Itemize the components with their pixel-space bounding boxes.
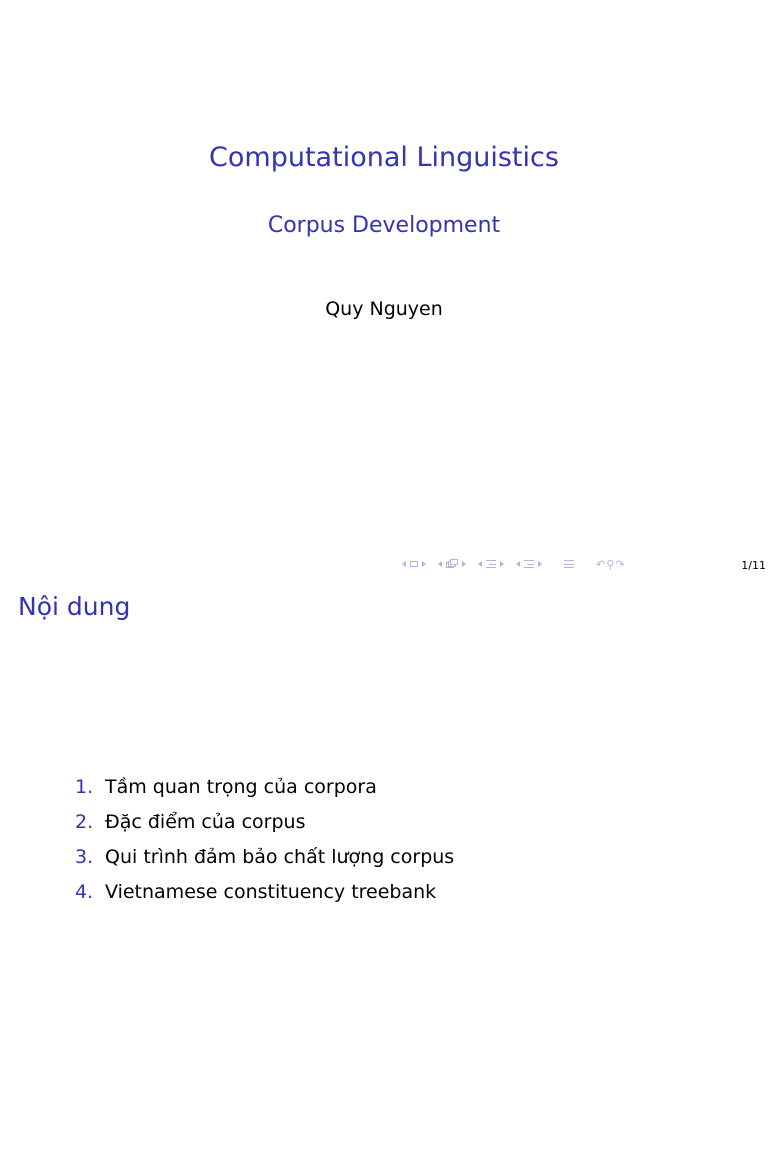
- page-number: 1/11: [741, 559, 766, 572]
- document-lines-icon: [564, 560, 574, 568]
- subsubsection-lines-icon: [524, 560, 534, 568]
- search-back-forward-icon[interactable]: [596, 558, 626, 571]
- contents-slide: [0, 576, 768, 1152]
- author-name: Quy Nguyen: [325, 298, 443, 320]
- nav-prev-icon[interactable]: [402, 561, 406, 567]
- nav-next-icon[interactable]: [500, 561, 504, 567]
- subsection-boxes-icon: [446, 559, 458, 569]
- frame-box-icon: [410, 561, 418, 567]
- contents-list: [75, 776, 454, 916]
- nav-prev-icon[interactable]: [438, 561, 442, 567]
- nav-next-icon[interactable]: [422, 561, 426, 567]
- item-text: Đặc điểm của corpus: [105, 811, 306, 833]
- nav-next-icon[interactable]: [538, 561, 542, 567]
- item-number: 1.: [75, 776, 94, 798]
- list-item: [75, 846, 454, 881]
- list-item: [75, 811, 454, 846]
- nav-prev-icon[interactable]: [478, 561, 482, 567]
- item-number: 2.: [75, 811, 94, 833]
- item-text: Qui trình đảm bảo chất lượng corpus: [105, 846, 455, 868]
- nav-prev-icon[interactable]: [516, 561, 520, 567]
- nav-next-icon[interactable]: [462, 561, 466, 567]
- presentation-title: Computational Linguistics: [209, 142, 559, 173]
- item-number: 4.: [75, 881, 94, 903]
- section-nav-icon[interactable]: [478, 560, 504, 568]
- beamer-navigation-bar: [402, 556, 638, 572]
- document-nav-icon[interactable]: [564, 560, 574, 568]
- frame-nav-icon[interactable]: [402, 561, 426, 567]
- section-lines-icon: [486, 560, 496, 568]
- undo-search-icon[interactable]: ↶⚲↷: [596, 557, 626, 571]
- subsubsection-nav-icon[interactable]: [516, 560, 542, 568]
- item-number: 3.: [75, 846, 94, 868]
- presentation-subtitle: Corpus Development: [267, 213, 501, 238]
- frame-title: Nội dung: [18, 592, 131, 621]
- item-text: Tầm quan trọng của corpora: [105, 776, 377, 798]
- list-item: [75, 776, 454, 811]
- list-item: [75, 881, 454, 916]
- item-text: Vietnamese constituency treebank: [105, 881, 437, 903]
- subsection-nav-icon[interactable]: [438, 559, 466, 569]
